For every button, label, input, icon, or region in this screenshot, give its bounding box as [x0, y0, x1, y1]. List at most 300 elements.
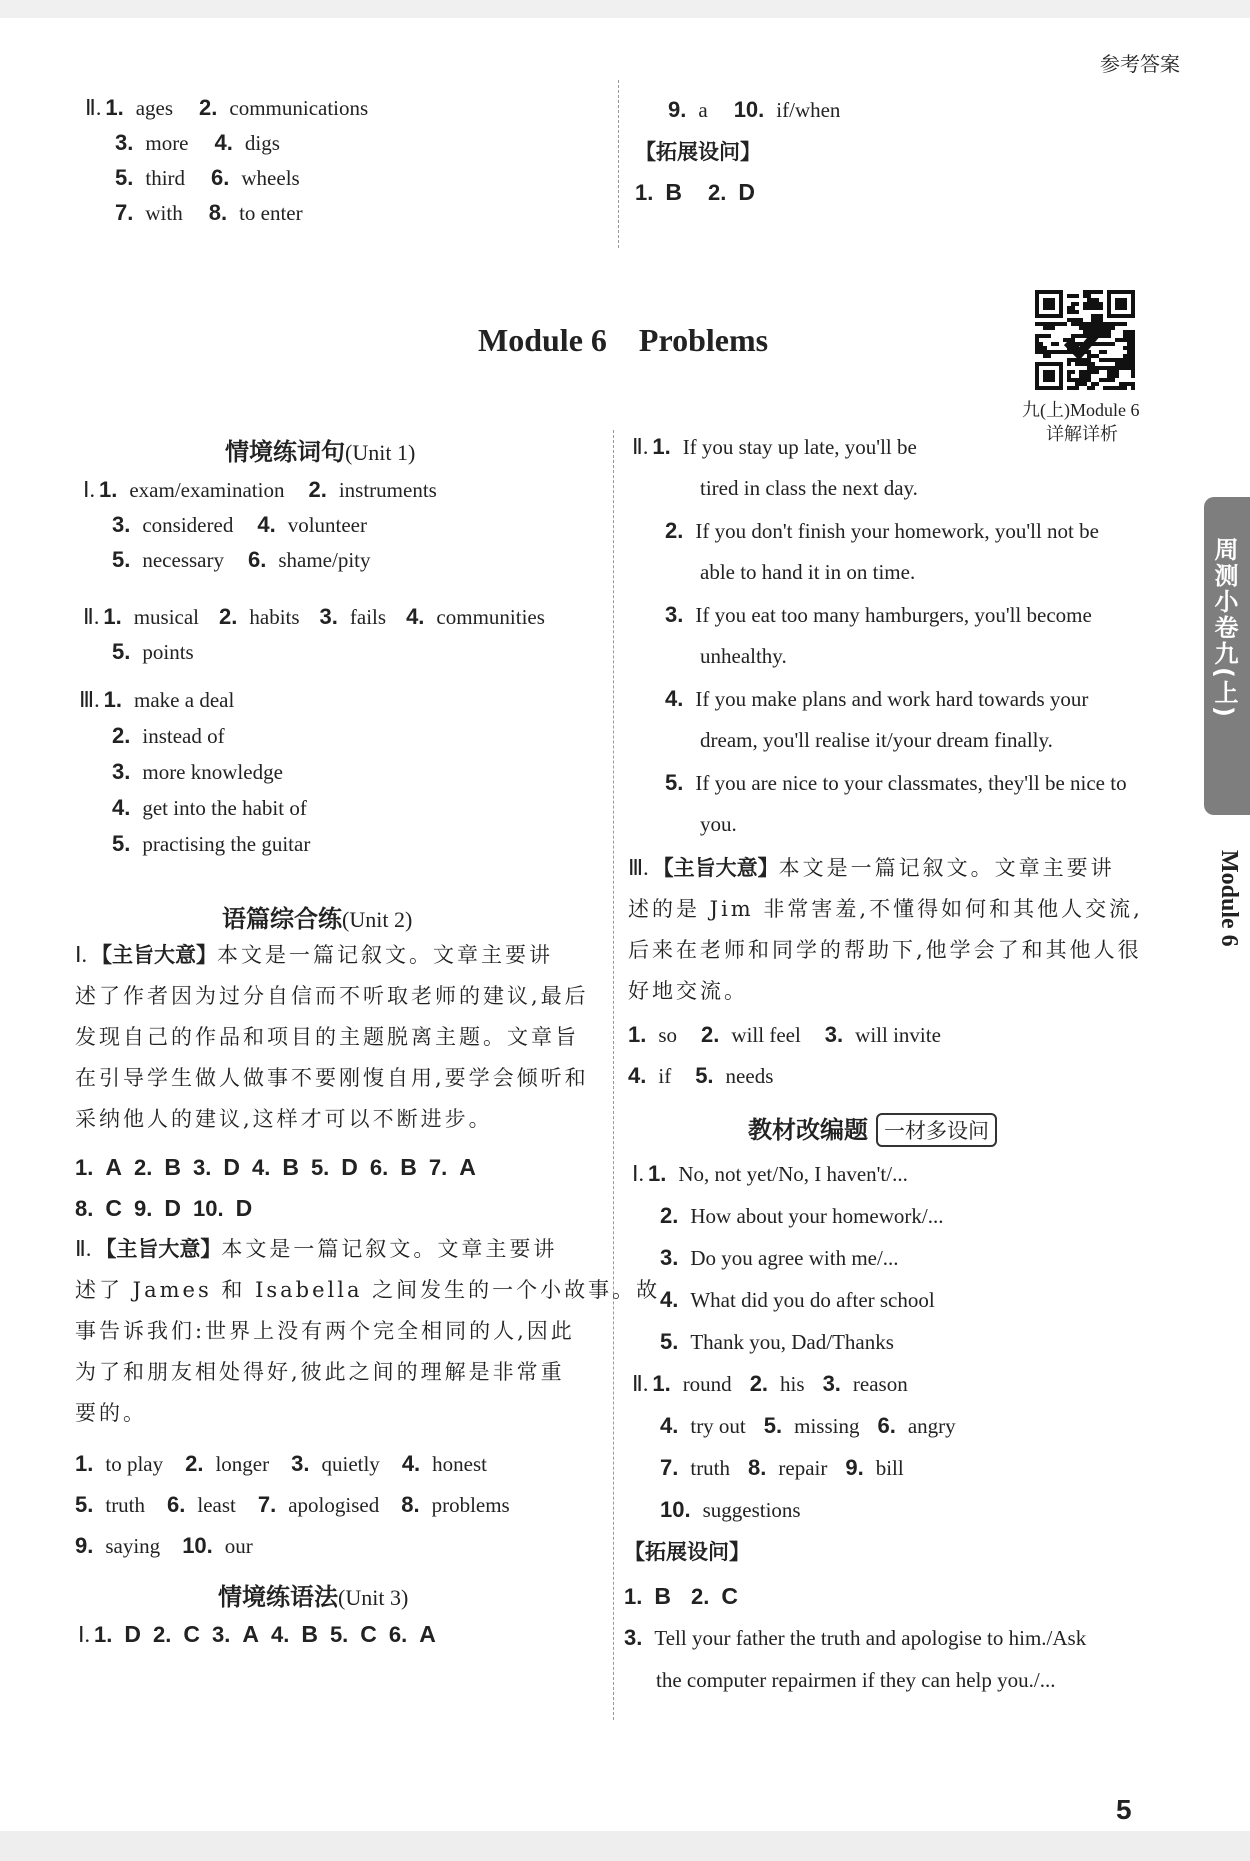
qr-module — [1071, 334, 1075, 338]
answer-text: Thank you, Dad/Thanks — [690, 1330, 894, 1354]
answer-number: 5. — [695, 1063, 714, 1088]
answer-text: If you don't finish your homework, you'll not be — [695, 519, 1099, 543]
answer-item — [211, 166, 300, 190]
answer-text: A — [459, 1154, 476, 1180]
qr-module — [1095, 290, 1099, 294]
answer-text: If you eat too many hamburgers, you'll become — [695, 603, 1092, 627]
answer-text: D — [223, 1154, 240, 1180]
r3-I-row — [632, 1162, 928, 1186]
qr-module — [1075, 302, 1079, 306]
qr-module — [1131, 330, 1135, 334]
qr-module — [1099, 366, 1103, 370]
answer-text: What did you do after school — [690, 1288, 935, 1312]
qr-module — [1051, 322, 1055, 326]
section-title-unit1 — [225, 432, 415, 467]
answer-text: A — [419, 1621, 436, 1647]
r2-summary-line — [628, 979, 748, 1003]
s2-I-summary-line — [75, 943, 553, 967]
answer-number: 8. — [75, 1196, 94, 1221]
qr-module — [1131, 346, 1135, 350]
roman-numeral: Ⅱ. — [632, 1371, 649, 1396]
answer-text: B — [400, 1154, 417, 1180]
answer-text: quietly — [321, 1452, 380, 1476]
qr-module — [1091, 322, 1095, 326]
answer-number: 4. — [214, 130, 233, 155]
answer-text: with — [145, 201, 183, 225]
answer-number: 1. — [103, 604, 122, 629]
top-divider — [618, 80, 619, 248]
ext-label-text: 【拓展设问】 — [635, 140, 761, 164]
section-title-text: 情境练语法 — [218, 1583, 338, 1611]
answer-text: points — [142, 640, 194, 664]
r2-summary-line — [628, 938, 1142, 962]
top-left-row — [115, 166, 326, 190]
summary-text: 事告诉我们:世界上没有两个完全相同的人,因此 — [75, 1319, 575, 1343]
qr-module — [1087, 306, 1091, 310]
answer-text: D — [341, 1154, 358, 1180]
qr-module — [1095, 314, 1099, 318]
summary-tag: 【主旨大意】 — [95, 1237, 222, 1261]
answer-number: 10. — [192, 1196, 224, 1221]
r2-summary-line — [628, 897, 1143, 921]
qr-module — [1083, 334, 1087, 338]
answer-text: apologised — [288, 1493, 380, 1517]
answer-item — [99, 478, 284, 502]
qr-module — [1087, 378, 1091, 382]
roman-numeral: Ⅰ. — [632, 1161, 644, 1186]
ext-answers — [624, 1584, 758, 1609]
qr-module — [1087, 374, 1091, 378]
answer-item — [75, 1452, 163, 1476]
answer-item — [734, 98, 841, 122]
qr-module — [1079, 378, 1083, 382]
answer-item — [330, 1623, 377, 1647]
qr-module — [1091, 362, 1095, 366]
answer-number: 3. — [112, 759, 131, 784]
qr-module — [1127, 362, 1131, 366]
answer-item — [660, 1246, 899, 1270]
qr-module — [1043, 322, 1047, 326]
answer-text: D — [738, 179, 755, 205]
qr-module — [1059, 322, 1063, 326]
summary-text: 好地交流。 — [628, 979, 748, 1003]
answer-item — [193, 1156, 240, 1180]
qr-module — [1115, 386, 1119, 390]
qr-module — [1111, 326, 1115, 330]
qr-module — [1063, 338, 1067, 342]
answer-text: B — [164, 1154, 181, 1180]
qr-module — [1119, 322, 1123, 326]
qr-module — [1087, 366, 1091, 370]
header-label: 参考答案 — [1100, 52, 1180, 76]
qr-module — [1071, 310, 1075, 314]
answer-item — [199, 96, 368, 120]
qr-module — [1063, 322, 1067, 326]
roman-numeral: Ⅲ. — [79, 687, 100, 712]
qr-module — [1067, 362, 1071, 366]
answer-text: to enter — [239, 201, 303, 225]
answer-item — [75, 1534, 160, 1558]
summary-text: 本文是一篇记叙文。文章主要讲 — [778, 856, 1115, 880]
answer-number: 1. — [103, 687, 123, 712]
answer-number: 2. — [219, 604, 238, 629]
section-unit: (Unit 3) — [338, 1585, 409, 1610]
qr-module — [1099, 350, 1103, 354]
qr-module — [1043, 326, 1047, 330]
qr-module — [1107, 358, 1111, 362]
qr-module — [1047, 350, 1051, 354]
answer-item — [652, 1372, 731, 1396]
qr-module — [1103, 378, 1107, 382]
answer-item — [624, 1585, 671, 1609]
answer-item — [878, 1414, 956, 1438]
answer-text: so — [658, 1023, 678, 1047]
s1-III-row — [79, 688, 254, 712]
qr-module — [1079, 374, 1083, 378]
answer-number: 1. — [624, 1584, 643, 1609]
qr-module — [1103, 334, 1107, 338]
answer-text: suggestions — [702, 1498, 801, 1522]
qr-module — [1107, 334, 1111, 338]
qr-module — [1127, 334, 1131, 338]
answer-item — [209, 201, 303, 225]
answer-text: round — [682, 1372, 732, 1396]
qr-module — [1119, 386, 1123, 390]
qr-module — [1079, 370, 1083, 374]
qr-module — [1119, 362, 1123, 366]
answer-item — [660, 1288, 935, 1312]
summary-text: 要的。 — [75, 1401, 147, 1425]
qr-module — [1079, 382, 1083, 386]
qr-module — [1131, 370, 1135, 374]
answer-number: 2. — [199, 95, 218, 120]
qr-module — [1083, 302, 1087, 306]
main-divider — [613, 430, 614, 1720]
r3-II-row — [660, 1456, 922, 1480]
qr-module — [1035, 322, 1039, 326]
answer-number: 1. — [648, 1161, 667, 1186]
qr-module — [1107, 330, 1111, 334]
qr-module — [1095, 318, 1099, 322]
side-tab — [1204, 497, 1250, 815]
answer-item — [115, 131, 189, 155]
answer-item — [134, 1156, 181, 1180]
answer-number: 10. — [660, 1497, 691, 1522]
qr-code-icon[interactable] — [1035, 290, 1135, 390]
answer-text: tired in class the next day. — [700, 476, 918, 500]
answer-text: instruments — [338, 478, 437, 502]
top-left-row — [85, 96, 394, 120]
answer-number: 3. — [822, 1371, 841, 1396]
qr-module — [1035, 346, 1039, 350]
answer-number: 6. — [167, 1492, 186, 1517]
s2-II-summary-line — [75, 1401, 147, 1425]
qr-module — [1067, 318, 1071, 322]
qr-module — [1127, 366, 1131, 370]
answer-item — [103, 605, 199, 629]
summary-text: 述的是 Jim 非常害羞,不懂得如何和其他人交流, — [628, 897, 1143, 921]
answer-item — [708, 181, 755, 205]
answer-text: repair — [778, 1456, 828, 1480]
section-title-text: 情境练词句 — [225, 438, 345, 466]
s2-II-summary-line — [75, 1278, 660, 1302]
side-tab-label: 周测小卷九(上) — [1210, 537, 1238, 719]
answer-item — [406, 605, 545, 629]
answer-item — [635, 181, 682, 205]
answer-number: 2. — [660, 1203, 679, 1228]
ext-answers — [635, 180, 781, 205]
qr-module — [1039, 346, 1043, 350]
answer-number: 1. — [75, 1451, 94, 1476]
qr-module — [1115, 362, 1119, 366]
qr-module — [1111, 374, 1115, 378]
qr-module — [1083, 290, 1087, 294]
qr-module — [1095, 382, 1099, 386]
r3-II-row — [660, 1498, 819, 1522]
qr-module — [1083, 326, 1087, 330]
answer-number: 2. — [112, 723, 131, 748]
qr-module — [1099, 306, 1103, 310]
answer-number: 8. — [208, 200, 228, 225]
s2-I-summary-line — [75, 1066, 589, 1090]
answer-item — [215, 131, 280, 155]
qr-module — [1051, 326, 1055, 330]
qr-module — [1075, 294, 1079, 298]
summary-text: 采纳他人的建议,这样才可以不断进步。 — [75, 1107, 493, 1131]
answer-number: 3. — [319, 604, 338, 629]
answer-text: if — [658, 1064, 672, 1088]
answer-text: D — [235, 1195, 253, 1221]
answer-text: dream, you'll realise it/your dream finally. — [700, 728, 1053, 752]
answer-text: fails — [349, 605, 387, 629]
answer-text: least — [197, 1493, 236, 1517]
qr-module — [1087, 322, 1091, 326]
answer-number: 1. — [628, 1022, 647, 1047]
answer-number: 4. — [660, 1287, 679, 1312]
answer-number: 7. — [428, 1155, 448, 1180]
answer-number: 9. — [668, 97, 687, 122]
qr-module — [1131, 350, 1135, 354]
qr-module — [1083, 374, 1087, 378]
s1-III-row — [112, 760, 303, 784]
qr-module — [1107, 366, 1111, 370]
s2-II-summary-line — [75, 1237, 557, 1261]
answer-item — [167, 1493, 236, 1517]
answer-number: 3. — [824, 1022, 844, 1047]
answer-text: saying — [105, 1534, 161, 1558]
answer-text: No, not yet/No, I haven't/... — [678, 1162, 908, 1186]
answer-number: 3. — [660, 1245, 679, 1270]
answer-text: ages — [135, 96, 174, 120]
answer-number: 3. — [624, 1625, 643, 1650]
qr-module — [1107, 378, 1111, 382]
answer-text: problems — [431, 1493, 510, 1517]
qr-module — [1083, 362, 1087, 366]
r1-item-line1 — [665, 603, 1092, 627]
answer-number: 3. — [665, 602, 684, 627]
qr-module — [1127, 350, 1131, 354]
qr-module — [1043, 350, 1047, 354]
answer-number: 6. — [247, 547, 267, 572]
s2-II-summary-line — [75, 1319, 575, 1343]
answer-number: 5. — [115, 165, 134, 190]
answer-number: 8. — [401, 1492, 420, 1517]
qr-module — [1087, 294, 1091, 298]
s2-I-answers — [75, 1155, 488, 1180]
answer-item — [185, 1452, 269, 1476]
qr-module — [1087, 326, 1091, 330]
answer-number: 6. — [211, 165, 230, 190]
answer-item — [370, 1156, 417, 1180]
answer-text: get into the habit of — [142, 796, 307, 820]
qr-module — [1127, 354, 1131, 358]
answer-text: B — [665, 179, 682, 205]
qr-module — [1091, 302, 1095, 306]
s2-I-summary-line — [75, 984, 589, 1008]
answer-item — [311, 1156, 358, 1180]
answer-text: a — [698, 98, 708, 122]
answer-text: If you stay up late, you'll be — [682, 435, 917, 459]
r3-II-row — [660, 1414, 974, 1438]
s2-I-summary-line — [75, 1107, 493, 1131]
qr-module — [1047, 326, 1051, 330]
s2-II-row — [75, 1493, 532, 1517]
answer-item — [212, 1623, 259, 1647]
qr-module — [1067, 310, 1071, 314]
qr-module — [1091, 298, 1095, 302]
qr-module — [1051, 342, 1055, 346]
qr-module — [1055, 342, 1059, 346]
r3-I-row — [660, 1204, 964, 1228]
qr-module — [1127, 342, 1131, 346]
answer-item — [257, 513, 367, 537]
answer-item — [628, 1023, 677, 1047]
qr-module — [1087, 330, 1091, 334]
answer-item — [112, 760, 283, 784]
answer-item — [823, 1372, 908, 1396]
qr-module — [1039, 334, 1043, 338]
answer-text: unhealthy. — [700, 644, 787, 668]
qr-module — [1107, 326, 1111, 330]
qr-module — [1051, 350, 1055, 354]
answer-number: 5. — [112, 639, 131, 664]
qr-module — [1043, 370, 1055, 382]
roman-numeral: Ⅱ. — [85, 95, 102, 120]
qr-module — [1111, 366, 1115, 370]
answer-number: 4. — [401, 1451, 421, 1476]
answer-text: C — [360, 1621, 377, 1647]
s1-II-row — [83, 605, 565, 629]
ext3-line2 — [656, 1668, 1055, 1692]
r1-item-line2 — [700, 644, 787, 668]
qr-module — [1131, 386, 1135, 390]
qr-module — [1043, 346, 1047, 350]
answer-item — [112, 724, 225, 748]
qr-module — [1083, 322, 1087, 326]
module-title: Module 6 Problems — [478, 322, 769, 358]
s1-II-row — [112, 640, 214, 664]
answer-item — [668, 98, 708, 122]
qr-module — [1103, 358, 1107, 362]
qr-module — [1035, 334, 1039, 338]
qr-module — [1083, 358, 1087, 362]
answer-text: How about your homework/... — [690, 1204, 944, 1228]
answer-number: 7. — [115, 200, 134, 225]
answer-number: 3. — [291, 1451, 310, 1476]
qr-module — [1123, 386, 1127, 390]
answer-item — [94, 1623, 141, 1647]
roman-numeral: Ⅲ. — [628, 855, 649, 880]
qr-module — [1039, 342, 1043, 346]
answer-number: 2. — [185, 1451, 204, 1476]
s2-I-answers — [75, 1196, 264, 1221]
qr-module — [1087, 386, 1091, 390]
qr-module — [1091, 306, 1095, 310]
qr-module — [1083, 330, 1087, 334]
answer-item — [271, 1623, 318, 1647]
answer-item — [112, 796, 307, 820]
qr-module — [1099, 290, 1103, 294]
qr-module — [1127, 330, 1131, 334]
summary-text: 在引导学生做人做事不要刚愎自用,要学会倾听和 — [75, 1066, 589, 1090]
answer-text: practising the guitar — [142, 832, 311, 856]
answer-text: habits — [249, 605, 300, 629]
qr-module — [1131, 366, 1135, 370]
summary-text: 发现自己的作品和项目的主题脱离主题。文章旨 — [75, 1025, 579, 1049]
qr-module — [1055, 322, 1059, 326]
qr-module — [1131, 334, 1135, 338]
summary-tag: 【主旨大意】 — [91, 943, 217, 967]
answer-number: 6. — [369, 1155, 389, 1180]
answer-item — [748, 1456, 827, 1480]
answer-text: A — [105, 1154, 122, 1180]
qr-module — [1067, 370, 1071, 374]
side-module-label: Module 6 — [1216, 850, 1242, 947]
answer-text: wheels — [241, 166, 300, 190]
qr-module — [1039, 350, 1043, 354]
qr-module — [1095, 302, 1099, 306]
answer-text: D — [164, 1195, 181, 1221]
qr-module — [1083, 306, 1087, 310]
qr-module — [1123, 382, 1127, 386]
qr-module — [1099, 358, 1103, 362]
answer-text: if/when — [776, 98, 841, 122]
s2-I-summary-line — [75, 1025, 579, 1049]
top-left-row — [115, 201, 329, 225]
answer-number: 4. — [665, 686, 684, 711]
answer-text: bill — [875, 1456, 904, 1480]
summary-text: 本文是一篇记叙文。文章主要讲 — [217, 943, 553, 967]
answer-text: try out — [690, 1414, 746, 1438]
answer-number: 5. — [310, 1155, 330, 1180]
s2-II-summary-line — [75, 1360, 565, 1384]
answer-number: 1. — [635, 180, 654, 205]
answer-number: 3. — [211, 1622, 231, 1647]
answer-number: 2. — [701, 1022, 720, 1047]
answer-text: D — [124, 1621, 141, 1647]
answer-item — [193, 1197, 252, 1221]
qr-module — [1107, 374, 1111, 378]
answer-item — [291, 1452, 380, 1476]
qr-module — [1091, 354, 1095, 358]
answer-item — [104, 688, 235, 712]
roman-numeral: Ⅱ. — [83, 604, 100, 629]
answer-item — [134, 1197, 181, 1221]
answer-number: 1. — [75, 1155, 94, 1180]
qr-module — [1095, 370, 1099, 374]
answer-number: 2. — [690, 1584, 710, 1609]
qr-module — [1111, 342, 1115, 346]
